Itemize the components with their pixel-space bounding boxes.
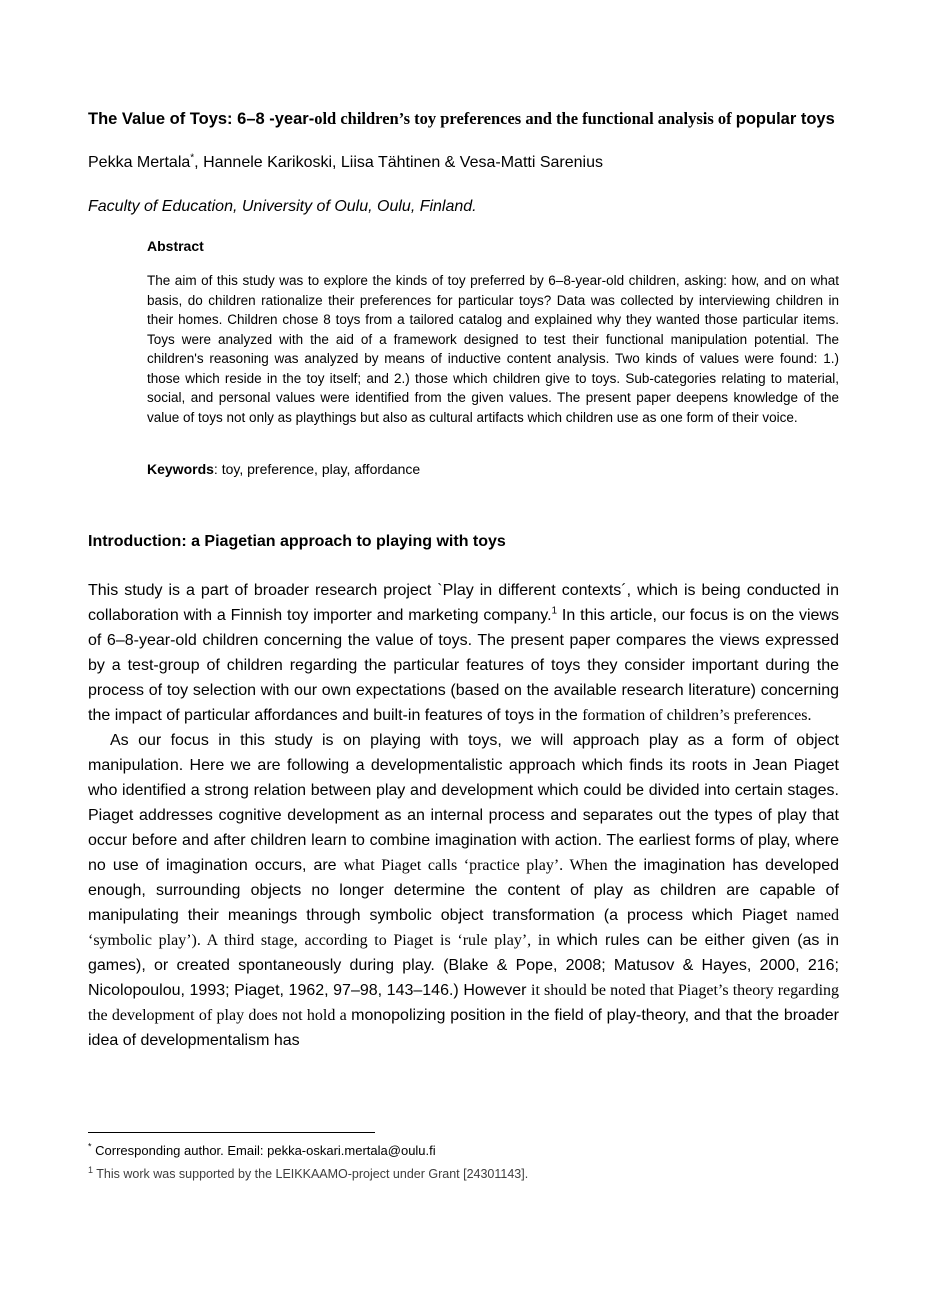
p1-segment-2: In this article, our focus is on the views of 6–8-year-old children concerning the value of toys. The present paper compares the views expressed by a test-group of children regarding the particular features of toys they consider important during the process of toy selection with our own expectations (based on the available research literature) concerning the impact of particular affordances and built-in features of toys in the	[88, 607, 839, 724]
p2-segment-4-serif: named ‘symbolic play’). A third stage, according to Piaget is ‘rule play’, in	[88, 907, 839, 949]
paper-title	[88, 106, 839, 132]
abstract-heading: Abstract	[147, 238, 204, 254]
footnote-1-text: Corresponding author. Email: pekka-oskari.mertala@oulu.fi	[91, 1143, 436, 1158]
keywords-label: Keywords	[147, 461, 214, 477]
p2-segment-1: As our focus in this study is on playing with toys, we will approach play as a form of object manipulation. Here we are following a developmentalistic approach which finds its roots in Jean Piaget who identified a strong relation between play and development which could be divided into certain stages. Piaget addresses cognitive development as an internal process and separates out the types of play that occur before and after children learn to combine imagination with action. The earliest forms of play, where no use of imagination occurs, are	[88, 732, 839, 874]
author-name: Pekka Mertala	[88, 154, 191, 171]
footnote-separator-rule	[88, 1132, 375, 1133]
p1-segment-3-serif: formation of children’s preferences.	[582, 707, 812, 724]
corresponding-author-marker: *	[190, 152, 195, 164]
footnote-2-text: This work was supported by the LEIKKAAMO-project under Grant [24301143].	[93, 1167, 529, 1181]
title-segment-serif: old children’s toy preferences and the functional analysis of	[314, 109, 736, 128]
footnote-grant	[88, 1165, 839, 1184]
abstract-text: The aim of this study was to explore the kinds of toy preferred by 6–8-year-old children, asking: how, and on what basis, do children rationalize their preferences for particular toys? Data was collected by interviewing children in their homes. Children chose 8 toys from a tailored catalog and explained why they wanted those particular items. Toys were analyzed with the aid of a framework designed to test their functional manipulation potential. The children's reasoning was analyzed by means of inductive content analysis. Two kinds of values were found: 1.) those which reside in the toy itself; and 2.) those which children give to toys. Sub-categories relating to material, social, and personal values were identified from the given values. The present paper deepens knowledge of the value of toys not only as playthings but also as cultural artifacts which children use as one form of their voice.	[147, 273, 839, 425]
footnote-1-reference: 1	[551, 605, 558, 617]
footnote-asterisk-marker: *	[88, 1141, 92, 1152]
title-segment-sans-2: popular toys	[735, 110, 835, 128]
author-line	[88, 150, 839, 176]
section-heading-introduction: Introduction: a Piagetian approach to playing with toys	[88, 533, 506, 550]
author-names-rest: , Hannele Karikoski, Liisa Tähtinen & Vesa-Matti Sarenius	[194, 154, 603, 171]
p2-segment-6-serif: it should be noted that Piaget’s theory regarding the development of play does not hold a	[88, 982, 840, 1024]
p2-segment-3: the imagination has developed enough, surrounding objects no longer determine the content of play as children are capable of manipulating their meanings through symbolic object transformation (a process which Piaget	[88, 857, 840, 924]
footnote-1-marker: 1	[88, 1164, 94, 1175]
p1-segment-1: This study is a part of broader research project `Play in different contexts´, which is being conducted in collaboration with a Finnish toy importer and marketing company.	[88, 582, 839, 624]
p2-segment-2-serif: what Piaget calls ‘practice play’. When	[343, 857, 615, 874]
title-segment-sans: The Value of Toys: 6–8 -year-	[88, 110, 315, 128]
p2-segment-7: monopolizing position in the field of play-theory, and that the broader idea of developmentalism has	[88, 1007, 839, 1049]
keywords-line	[147, 459, 839, 479]
footnote-area	[88, 1132, 839, 1184]
affiliation-line: Faculty of Education, University of Oulu, Oulu, Finland.	[88, 198, 477, 215]
footnote-corresponding-author	[88, 1141, 839, 1160]
intro-paragraph-2	[88, 728, 839, 1053]
keywords-text: : toy, preference, play, affordance	[213, 461, 421, 477]
paper-content	[88, 106, 839, 1053]
p2-segment-5: which rules can be either given (as in games), or created spontaneously during play. (Blake & Pope, 2008; Matusov & Hayes, 2000, 216; Nicolopoulou, 1993; Piaget, 1962, 97–98, 143–146.) However	[88, 932, 840, 999]
intro-paragraph-1	[88, 578, 839, 728]
